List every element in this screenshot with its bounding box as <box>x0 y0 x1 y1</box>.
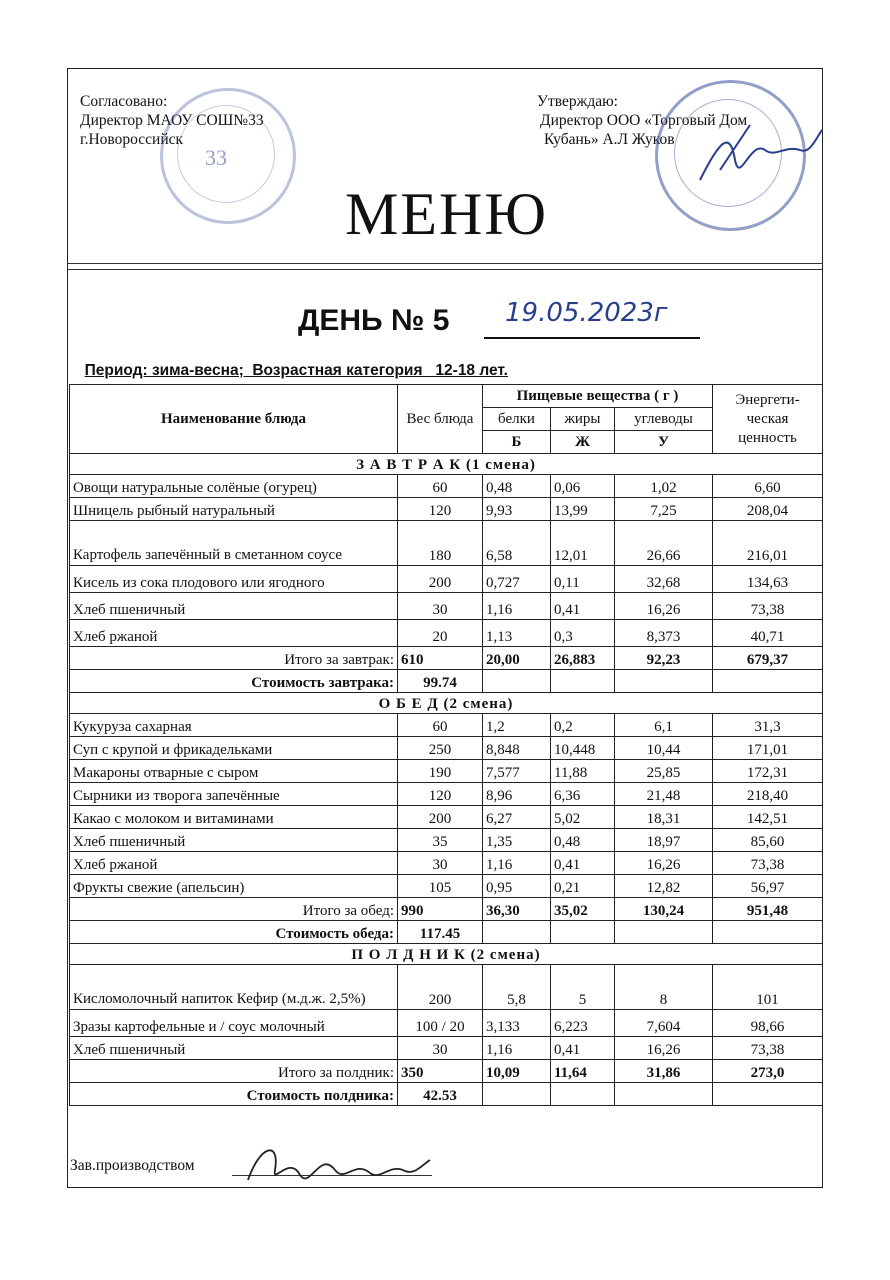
dish-weight: 30 <box>398 593 483 620</box>
dish-carbs: 6,1 <box>615 714 713 737</box>
total-weight: 990 <box>398 898 483 921</box>
dish-fats: 0,3 <box>551 620 615 647</box>
dish-proteins: 1,13 <box>483 620 551 647</box>
date-underline <box>484 337 700 339</box>
dish-weight: 180 <box>398 521 483 566</box>
dish-fats: 5 <box>551 965 615 1010</box>
dish-energy: 208,04 <box>713 498 823 521</box>
dish-energy: 73,38 <box>713 593 823 620</box>
dish-proteins: 9,93 <box>483 498 551 521</box>
total-weight: 610 <box>398 647 483 670</box>
total-weight: 350 <box>398 1060 483 1083</box>
dish-carbs: 7,25 <box>615 498 713 521</box>
dish-energy: 134,63 <box>713 566 823 593</box>
dish-weight: 30 <box>398 1037 483 1060</box>
total-label: Итого за завтрак: <box>70 647 398 670</box>
total-energy: 273,0 <box>713 1060 823 1083</box>
handwritten-date: 19.05.2023г <box>505 298 668 328</box>
dish-name: Хлеб пшеничный <box>70 1037 398 1060</box>
section-breakfast-title-row <box>70 454 823 475</box>
table-row <box>70 965 823 1010</box>
dish-carbs: 16,26 <box>615 593 713 620</box>
dish-carbs: 32,68 <box>615 566 713 593</box>
dish-carbs: 7,604 <box>615 1010 713 1037</box>
header-u: У <box>615 431 713 454</box>
total-proteins: 36,30 <box>483 898 551 921</box>
dish-weight: 100 / 20 <box>398 1010 483 1037</box>
dish-proteins: 0,48 <box>483 475 551 498</box>
day-label: ДЕНЬ № 5 <box>298 304 450 337</box>
dish-carbs: 8 <box>615 965 713 1010</box>
dish-name: Кисель из сока плодового или ягодного <box>70 566 398 593</box>
dish-energy: 6,60 <box>713 475 823 498</box>
period-line <box>76 344 508 380</box>
dish-carbs: 25,85 <box>615 760 713 783</box>
total-row <box>70 898 823 921</box>
header-zh: Ж <box>551 431 615 454</box>
dish-proteins: 1,16 <box>483 852 551 875</box>
total-carbs: 31,86 <box>615 1060 713 1083</box>
dish-carbs: 18,31 <box>615 806 713 829</box>
dish-weight: 190 <box>398 760 483 783</box>
approval-right-line-3: Кубань» А.Л Жуков <box>544 131 675 148</box>
table-row <box>70 829 823 852</box>
dish-energy: 85,60 <box>713 829 823 852</box>
approval-left-line-3: г.Новороссийск <box>80 131 184 148</box>
title-divider <box>67 263 823 264</box>
dish-carbs: 18,97 <box>615 829 713 852</box>
dish-carbs: 12,82 <box>615 875 713 898</box>
dish-proteins: 8,96 <box>483 783 551 806</box>
dish-carbs: 21,48 <box>615 783 713 806</box>
total-label: Итого за обед: <box>70 898 398 921</box>
dish-fats: 6,36 <box>551 783 615 806</box>
dish-fats: 6,223 <box>551 1010 615 1037</box>
cost-row <box>70 921 823 944</box>
dish-name: Макароны отварные с сыром <box>70 760 398 783</box>
table-row <box>70 475 823 498</box>
approval-right-line-2: Директор ООО «Торговый Дом <box>540 112 748 129</box>
dish-fats: 0,41 <box>551 1037 615 1060</box>
total-fats: 35,02 <box>551 898 615 921</box>
header-proteins: белки <box>483 408 551 431</box>
total-label: Итого за полдник: <box>70 1060 398 1083</box>
dish-weight: 105 <box>398 875 483 898</box>
total-energy: 951,48 <box>713 898 823 921</box>
dish-weight: 200 <box>398 806 483 829</box>
dish-fats: 0,21 <box>551 875 615 898</box>
dish-energy: 216,01 <box>713 521 823 566</box>
dish-energy: 40,71 <box>713 620 823 647</box>
dish-weight: 200 <box>398 566 483 593</box>
total-proteins: 10,09 <box>483 1060 551 1083</box>
dish-proteins: 3,133 <box>483 1010 551 1037</box>
dish-proteins: 5,8 <box>483 965 551 1010</box>
dish-name: Хлеб ржаной <box>70 620 398 647</box>
approval-left-line-2: Директор МАОУ СОШ№33 <box>80 112 264 129</box>
dish-proteins: 0,727 <box>483 566 551 593</box>
dish-energy: 172,31 <box>713 760 823 783</box>
dish-proteins: 1,16 <box>483 1037 551 1060</box>
table-row <box>70 714 823 737</box>
dish-fats: 0,11 <box>551 566 615 593</box>
cost-value: 99.74 <box>398 670 483 693</box>
dish-name: Зразы картофельные и / соус молочный <box>70 1010 398 1037</box>
dish-name: Шницель рыбный натуральный <box>70 498 398 521</box>
header-nutrients: Пищевые вещества ( г ) <box>483 385 713 408</box>
table-header-row <box>70 385 823 408</box>
dish-proteins: 1,2 <box>483 714 551 737</box>
dish-proteins: 1,35 <box>483 829 551 852</box>
dish-weight: 60 <box>398 475 483 498</box>
table-row <box>70 498 823 521</box>
table-row <box>70 875 823 898</box>
dish-fats: 5,02 <box>551 806 615 829</box>
dish-name: Хлеб ржаной <box>70 852 398 875</box>
total-row <box>70 1060 823 1083</box>
school-stamp-number: 33 <box>205 145 227 170</box>
header-name: Наименование блюда <box>70 385 398 454</box>
period-text: Период: зима-весна; Возрастная категория 12-18 лет. <box>84 362 508 379</box>
section-lunch-title-row <box>70 693 823 714</box>
dish-fats: 0,48 <box>551 829 615 852</box>
header-energy: Энергети-ческая ценность <box>713 385 823 454</box>
dish-carbs: 1,02 <box>615 475 713 498</box>
dish-carbs: 8,373 <box>615 620 713 647</box>
total-fats: 11,64 <box>551 1060 615 1083</box>
header-weight: Вес блюда <box>398 385 483 454</box>
dish-weight: 250 <box>398 737 483 760</box>
table-row <box>70 566 823 593</box>
section-snack-title-row <box>70 944 823 965</box>
dish-energy: 171,01 <box>713 737 823 760</box>
dish-fats: 11,88 <box>551 760 615 783</box>
table-row <box>70 737 823 760</box>
title-divider-2 <box>67 269 823 270</box>
cost-row <box>70 1083 823 1106</box>
dish-name: Сырники из творога запечённые <box>70 783 398 806</box>
table-row <box>70 852 823 875</box>
total-carbs: 92,23 <box>615 647 713 670</box>
section-title: З А В Т Р А К (1 смена) <box>70 454 823 475</box>
table-row <box>70 1010 823 1037</box>
dish-carbs: 10,44 <box>615 737 713 760</box>
production-manager-signature <box>240 1135 440 1190</box>
dish-name: Фрукты свежие (апельсин) <box>70 875 398 898</box>
dish-fats: 0,41 <box>551 593 615 620</box>
dish-fats: 0,2 <box>551 714 615 737</box>
table-row <box>70 593 823 620</box>
dish-fats: 0,06 <box>551 475 615 498</box>
dish-carbs: 16,26 <box>615 852 713 875</box>
page-title: МЕНЮ <box>345 181 548 247</box>
menu-table <box>69 384 823 1106</box>
director-signature <box>690 120 830 200</box>
dish-name: Какао с молоком и витаминами <box>70 806 398 829</box>
cost-label: Стоимость обеда: <box>70 921 398 944</box>
approval-left-line-1: Согласовано: <box>80 93 168 110</box>
cost-value: 42.53 <box>398 1083 483 1106</box>
dish-name: Хлеб пшеничный <box>70 593 398 620</box>
dish-proteins: 7,577 <box>483 760 551 783</box>
total-row <box>70 647 823 670</box>
dish-proteins: 0,95 <box>483 875 551 898</box>
dish-carbs: 26,66 <box>615 521 713 566</box>
header-b: Б <box>483 431 551 454</box>
dish-weight: 120 <box>398 498 483 521</box>
dish-weight: 200 <box>398 965 483 1010</box>
dish-name: Хлеб пшеничный <box>70 829 398 852</box>
dish-name: Суп с крупой и фрикадельками <box>70 737 398 760</box>
dish-name: Картофель запечённый в сметанном соусе <box>70 521 398 566</box>
cost-value: 117.45 <box>398 921 483 944</box>
cost-label: Стоимость завтрака: <box>70 670 398 693</box>
dish-energy: 56,97 <box>713 875 823 898</box>
table-row <box>70 1037 823 1060</box>
table-row <box>70 783 823 806</box>
dish-name: Овощи натуральные солёные (огурец) <box>70 475 398 498</box>
dish-proteins: 8,848 <box>483 737 551 760</box>
dish-weight: 20 <box>398 620 483 647</box>
dish-proteins: 6,27 <box>483 806 551 829</box>
dish-energy: 218,40 <box>713 783 823 806</box>
dish-energy: 98,66 <box>713 1010 823 1037</box>
dish-fats: 13,99 <box>551 498 615 521</box>
footer-label: Зав.производством <box>70 1157 195 1174</box>
approval-right-line-1: Утверждаю: <box>537 93 618 110</box>
dish-fats: 10,448 <box>551 737 615 760</box>
total-fats: 26,883 <box>551 647 615 670</box>
section-title: П О Л Д Н И К (2 смена) <box>70 944 823 965</box>
dish-proteins: 1,16 <box>483 593 551 620</box>
header-carbs: углеводы <box>615 408 713 431</box>
cost-row <box>70 670 823 693</box>
dish-energy: 73,38 <box>713 1037 823 1060</box>
dish-carbs: 16,26 <box>615 1037 713 1060</box>
dish-weight: 30 <box>398 852 483 875</box>
table-row <box>70 806 823 829</box>
dish-energy: 31,3 <box>713 714 823 737</box>
dish-name: Кукуруза сахарная <box>70 714 398 737</box>
dish-weight: 60 <box>398 714 483 737</box>
table-row <box>70 521 823 566</box>
dish-fats: 0,41 <box>551 852 615 875</box>
table-row <box>70 620 823 647</box>
dish-proteins: 6,58 <box>483 521 551 566</box>
section-title: О Б Е Д (2 смена) <box>70 693 823 714</box>
school-stamp <box>160 88 296 224</box>
dish-energy: 142,51 <box>713 806 823 829</box>
dish-name: Кисломолочный напиток Кефир (м.д.ж. 2,5%) <box>70 965 398 1010</box>
total-proteins: 20,00 <box>483 647 551 670</box>
dish-weight: 35 <box>398 829 483 852</box>
dish-weight: 120 <box>398 783 483 806</box>
table-row <box>70 760 823 783</box>
total-energy: 679,37 <box>713 647 823 670</box>
dish-fats: 12,01 <box>551 521 615 566</box>
dish-energy: 73,38 <box>713 852 823 875</box>
total-carbs: 130,24 <box>615 898 713 921</box>
cost-label: Стоимость полдника: <box>70 1083 398 1106</box>
header-fats: жиры <box>551 408 615 431</box>
dish-energy: 101 <box>713 965 823 1010</box>
